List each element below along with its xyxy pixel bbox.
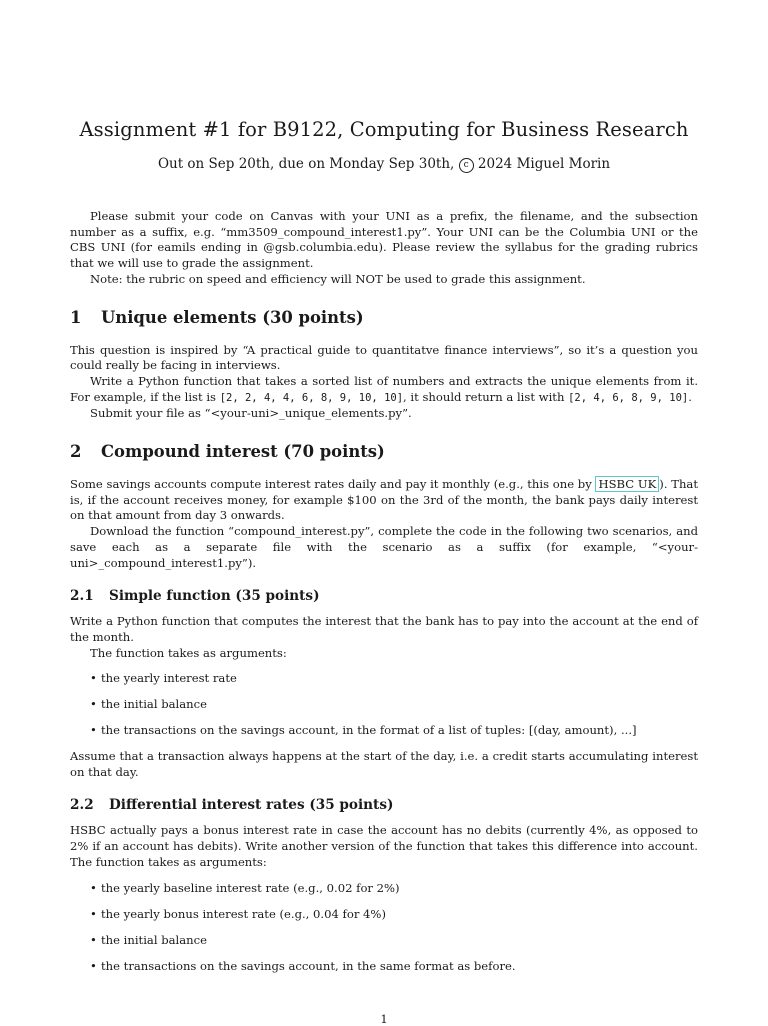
bullet-icon: • [90,906,97,921]
list-item [90,881,698,897]
section-2-1-heading [70,588,698,604]
text-run: ). That is, if the account receives money, for example $100 on the 3rd of the month, the bank pays daily interest on that amount from day 3 onwards. [70,477,698,523]
hsbc-uk-link[interactable]: HSBC UK [595,476,659,492]
list-item-text: the transactions on the savings account, in the same format as before. [101,958,516,973]
subsection-number: 2.1 [70,588,94,605]
list-item [90,671,698,687]
section-2-1-list [70,671,698,739]
text-run: Some savings accounts compute interest rates daily and pay it monthly (e.g., this one by [70,477,596,492]
intro-paragraph: Please submit your code on Canvas with your UNI as a prefix, the filename, and the subsection number as a suffix, e.g. “mm3509_compound_interest1.py”. Your UNI can be the Columbia UNI or the CBS UNI (for eamils ending in @gsb.columbia.edu). Please review the syllabus for the grading rubrics that we will use to grade the assignment. [70,209,698,271]
section-1-submit: Submit your file as “<your-uni>_unique_elements.py”. [90,406,412,421]
section-1-example [70,374,698,406]
document-subtitle [70,156,698,173]
bullet-icon: • [90,697,97,712]
text-run: , it should return a list with [403,389,569,404]
list-item [90,723,698,739]
list-item-text: the yearly bonus interest rate (e.g., 0.04 for 4%) [101,906,386,921]
bullet-icon: • [90,723,97,738]
copyright-icon: c [459,158,474,173]
text-run: Write a Python function that takes a sorted list of numbers and extracts the unique elements from it. For example, if the list is [70,373,698,404]
section-1-paragraph: This question is inspired by “A practical guide to quantitatve finance interviews”, so it’s a question you could really be facing in interviews. [70,342,698,373]
list-item-text: the yearly interest rate [101,671,237,686]
section-2-1-args: The function takes as arguments: [90,645,287,660]
code-output-list: [2, 4, 6, 8, 9, 10] [568,391,689,404]
section-2-2-heading [70,797,698,813]
section-2-2-list [70,881,698,975]
section-2-heading [70,442,698,461]
page-number: 1 [380,1012,388,1026]
bullet-icon: • [90,958,97,973]
document-page [70,118,698,984]
subtitle-dates: Out on Sep 20th, due on Monday Sep 30th, [157,156,459,172]
list-item [90,933,698,949]
list-item [90,697,698,713]
list-item-text: the initial balance [101,697,208,712]
section-number: 2 [70,442,82,462]
subsection-title: Differential interest rates (35 points) [109,797,394,814]
subsection-title: Simple function (35 points) [109,588,320,605]
bullet-icon: • [90,671,97,686]
section-1-heading [70,308,698,327]
section-2-paragraph [70,477,698,524]
bullet-icon: • [90,880,97,895]
section-number: 1 [70,307,82,327]
list-item-text: the initial balance [101,932,208,947]
subsection-number: 2.2 [70,797,94,814]
bullet-icon: • [90,932,97,947]
text-run: . [688,389,692,404]
section-2-1-assumption: Assume that a transaction always happens at the start of the day, i.e. a credit starts accumulating interest on that day. [70,749,698,779]
section-title: Unique elements (30 points) [101,307,364,327]
intro-note: Note: the rubric on speed and efficiency will NOT be used to grade this assignment. [90,271,586,286]
list-item [90,907,698,923]
section-2-1-paragraph: Write a Python function that computes the interest that the bank has to pay into the account at the end of the month. [70,614,698,644]
list-item-text: the transactions on the savings account, in the format of a list of tuples: [(day, amount), ...] [101,723,637,738]
list-item [90,959,698,975]
section-title: Compound interest (70 points) [101,442,385,462]
section-2-download: Download the function “compound_interest.py”, complete the code in the following two scenarios, and save each as a separate file with the scenario as a suffix (for example, “<your-uni>_compound_interest1.py”). [70,524,698,570]
code-input-list: [2, 2, 4, 4, 6, 8, 9, 10, 10] [219,391,404,404]
section-2-2-paragraph: HSBC actually pays a bonus interest rate in case the account has no debits (currently 4%, as opposed to 2% if an account has debits). Write another version of the function that takes this difference into account. The function takes as arguments: [70,823,698,869]
document-title: Assignment #1 for B9122, Computing for Business Research [79,118,689,141]
list-item-text: the yearly baseline interest rate (e.g., 0.02 for 2%) [101,880,400,895]
subtitle-author: 2024 Miguel Morin [473,156,611,172]
